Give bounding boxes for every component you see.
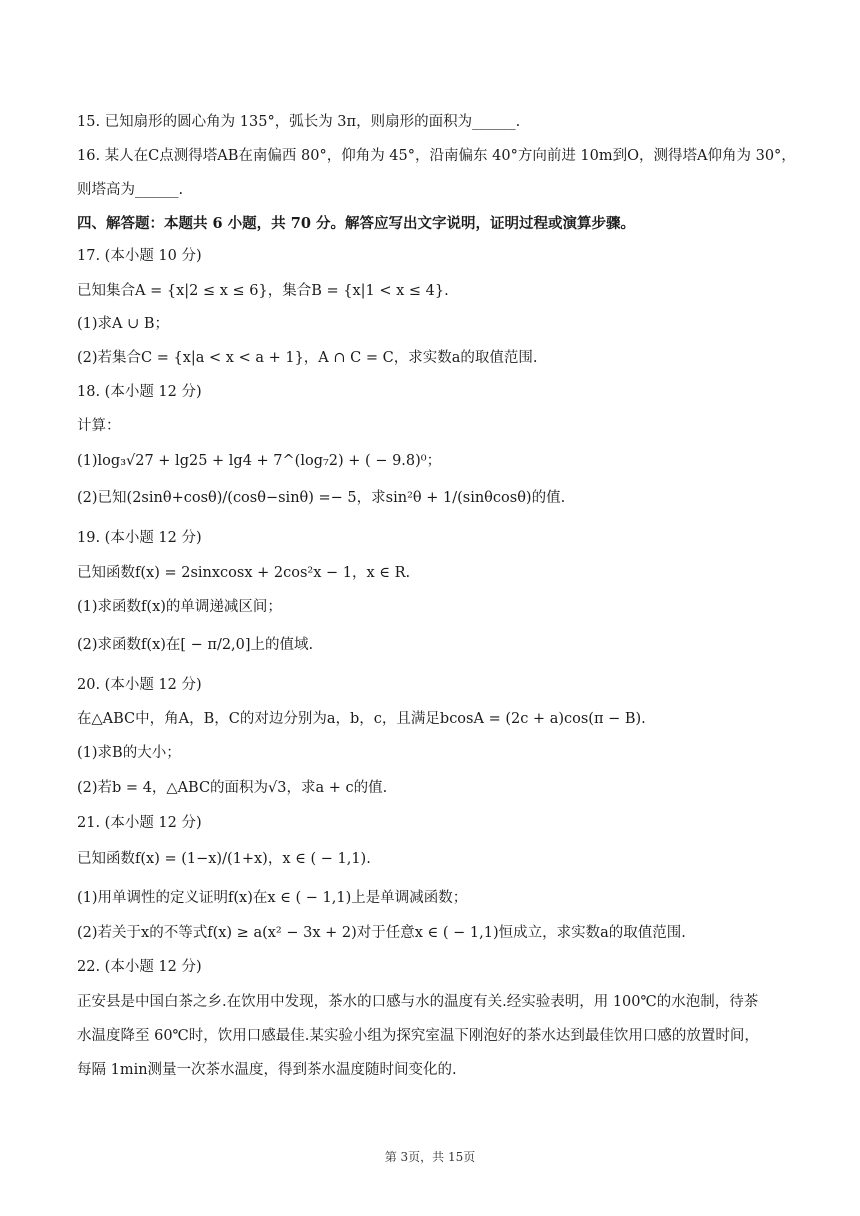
question-18-header: 18. (本小题 12 分)	[77, 384, 202, 400]
question-20-text: 在△ABC中，角A，B，C的对边分别为a，b，c，且满足bcosA = (2c + a)cos(π − B).	[77, 711, 646, 727]
question-18-text: 计算：	[77, 418, 121, 434]
question-22-header: 22. (本小题 12 分)	[77, 959, 202, 975]
question-19-part1: (1)求函数f(x)的单调递减区间；	[77, 599, 282, 615]
section-heading: 四、解答题：本题共 6 小题，共 70 分。解答应写出文字说明，证明过程或演算步骤。	[77, 215, 635, 232]
question-20-part2: (2)若b = 4，△ABC的面积为√3，求a + c的值.	[77, 780, 388, 796]
page-footer: 第 3页，共 15页	[384, 1150, 476, 1164]
question-21-text: 已知函数f(x) = (1−x)/(1+x)，x ∈ ( − 1,1).	[77, 851, 371, 867]
question-18-part1: (1)log₃√27 + lg25 + lg4 + 7^(log₇2) + ( − 9.8)⁰；	[77, 453, 442, 469]
question-17-part1: (1)求A ∪ B；	[77, 316, 170, 332]
question-15: 15. 已知扇形的圆心角为 135°，弧长为 3π，则扇形的面积为______.	[77, 114, 521, 130]
question-21-part1: (1)用单调性的定义证明f(x)在x ∈ ( − 1,1)上是单调减函数；	[77, 890, 468, 906]
question-17-text: 已知集合A = {x|2 ≤ x ≤ 6}，集合B = {x|1 < x ≤ 4}.	[77, 283, 449, 299]
question-20-header: 20. (本小题 12 分)	[77, 677, 202, 693]
question-20-part1: (1)求B的大小；	[77, 745, 181, 761]
question-18-part2: (2)已知(2sinθ+cosθ)/(cosθ−sinθ) =− 5，求sin²θ + 1/(sinθcosθ)的值.	[77, 490, 566, 506]
question-19-header: 19. (本小题 12 分)	[77, 530, 202, 546]
question-21-header: 21. (本小题 12 分)	[77, 815, 202, 831]
question-19-part2: (2)求函数f(x)在[ − π/2,0]上的值域.	[77, 637, 314, 653]
question-16-cont: 则塔高为______.	[77, 182, 184, 198]
question-21-part2: (2)若关于x的不等式f(x) ≥ a(x² − 3x + 2)对于任意x ∈ ( − 1,1)恒成立，求实数a的取值范围.	[77, 925, 686, 941]
question-19-text: 已知函数f(x) = 2sinxcosx + 2cos²x − 1，x ∈ R.	[77, 565, 411, 581]
question-22-text-3: 每隔 1min测量一次茶水温度，得到茶水温度随时间变化的.	[77, 1062, 457, 1078]
question-22-text-2: 水温度降至 60℃时，饮用口感最佳.某实验小组为探究室温下刚泡好的茶水达到最佳饮用口感的放置时间，	[77, 1028, 759, 1044]
question-17-part2: (2)若集合C = {x|a < x < a + 1}，A ∩ C = C，求实数a的取值范围.	[77, 350, 538, 366]
question-17-header: 17. (本小题 10 分)	[77, 248, 202, 264]
question-22-text-1: 正安县是中国白茶之乡.在饮用中发现，茶水的口感与水的温度有关.经实验表明，用 100℃的水泡制，待茶	[77, 994, 759, 1010]
question-16: 16. 某人在C点测得塔AB在南偏西 80°，仰角为 45°，沿南偏东 40°方向前进 10m到O，测得塔A仰角为 30°，	[77, 148, 796, 164]
